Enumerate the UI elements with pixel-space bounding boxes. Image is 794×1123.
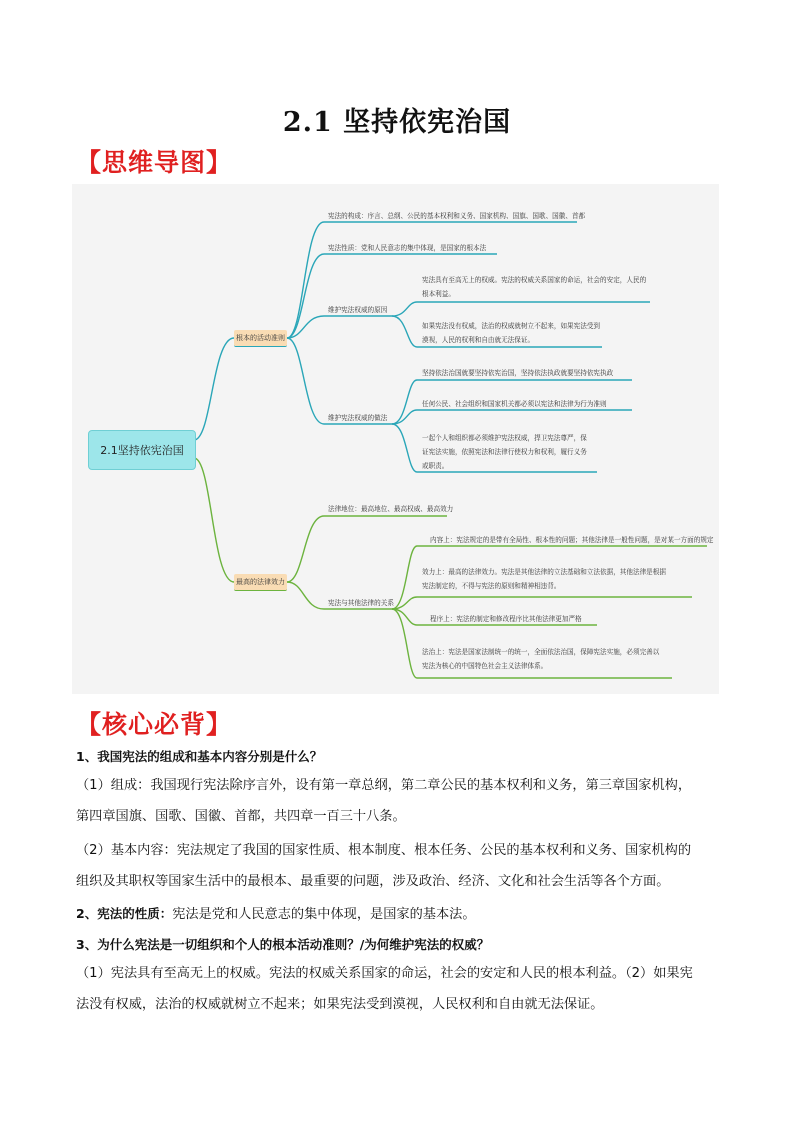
mm-branch1-node: 根本的活动准则 xyxy=(234,330,287,347)
answer-line: （2）基本内容：宪法规定了我国的国家性质、根本制度、根本任务、公民的基本权利和义务、国家机构的 xyxy=(76,843,692,858)
mm-effect-b: 宪法制定的，不得与宪法的原则和精神相违背。 xyxy=(422,582,561,590)
mm-rule-a: 法治上：宪法是国家法制统一的统一，全面依法治国，保障宪法实施，必须完善以 xyxy=(422,648,660,656)
answer-line: 组织及其职权等国家生活中的最根本、最重要的问题，涉及政治、经济、文化和社会生活等各个方面。 xyxy=(76,874,670,889)
answer-line: 第四章国旗、国歌、国徽、首都，共四章一百三十八条。 xyxy=(76,809,406,824)
connector-root-branch1 xyxy=(194,338,234,440)
mm-effect-a: 效力上：最高的法律效力。宪法是其他法律的立法基础和立法依据，其他法律是根据 xyxy=(422,568,666,576)
mm-procedure: 程序上：宪法的制定和修改程序比其他法律更加严格 xyxy=(430,615,582,623)
mm-method3-a: 一起个人和组织都必须维护宪法权威，捍卫宪法尊严，保 xyxy=(422,434,587,442)
mm-method3-c: 或职责。 xyxy=(422,462,449,470)
mm-reason2-b: 漠视，人民的权利和自由就无法保证。 xyxy=(422,336,535,344)
question-2-label: 2、宪法的性质： xyxy=(76,906,173,921)
mm-relation-label: 宪法与其他法律的关系 xyxy=(328,599,394,607)
core-heading: 【核心必背】 xyxy=(76,710,233,739)
answer-line: （1）组成：我国现行宪法除序言外，设有第一章总纲，第二章公民的基本权利和义务，第三章国家机构， xyxy=(76,778,692,793)
question-2-text: 宪法是党和人民意志的集中体现，是国家的基本法。 xyxy=(172,907,476,922)
mindmap-heading: 【思维导图】 xyxy=(76,148,233,177)
connector-root-branch2 xyxy=(194,458,234,582)
mm-status: 法律地位：最高地位、最高权威、最高效力 xyxy=(328,505,454,513)
mind-map xyxy=(72,184,719,694)
mm-branch2-node: 最高的法律效力 xyxy=(234,574,287,591)
mm-reason1-a: 宪法具有至高无上的权威。宪法的权威关系国家的命运，社会的安定，人民的 xyxy=(422,276,647,284)
answer-1-part-2 xyxy=(76,835,726,897)
question-3: 3、为什么宪法是一切组织和个人的根本活动准则？/为何维护宪法的权威？ xyxy=(76,937,490,952)
mm-composition: 宪法的构成：序言、总纲、公民的基本权利和义务、国家机构、国旗、国歌、国徽、首都 xyxy=(328,212,586,220)
mm-content: 内容上：宪法规定的是带有全局性、根本性的问题；其他法律是一般性问题，是对某一方面的规定 xyxy=(430,536,714,544)
answer-line: （1）宪法具有至高无上的权威。宪法的权威关系国家的命运，社会的安定和人民的根本利益。（2）如果宪 xyxy=(76,966,693,981)
mm-method3-b: 证宪法实施，依照宪法和法律行使权力和权利，履行义务 xyxy=(422,448,587,456)
answer-1-part-1 xyxy=(76,770,726,832)
mm-reason1-b: 根本利益。 xyxy=(422,290,455,298)
page-title: 2.1 坚持依宪治国 xyxy=(282,107,512,138)
question-1: 1、我国宪法的组成和基本内容分别是什么？ xyxy=(76,749,323,764)
mm-root-node: 2.1坚持依宪治国 xyxy=(88,430,196,470)
answer-line: 法没有权威，法治的权威就树立不起来；如果宪法受到漠视，人民权利和自由就无法保证。 xyxy=(76,997,604,1012)
mm-rule-b: 宪法为核心的中国特色社会主义法律体系。 xyxy=(422,662,548,670)
mm-method1: 坚持依法治国就要坚持依宪治国，坚持依法执政就要坚持依宪执政 xyxy=(422,369,614,377)
mm-reason-label: 维护宪法权威的原因 xyxy=(328,306,388,314)
mm-method-label: 维护宪法权威的做法 xyxy=(328,414,388,422)
question-2 xyxy=(76,898,726,930)
mm-nature: 宪法性质：党和人民意志的集中体现，是国家的根本法 xyxy=(328,244,487,252)
mm-method2: 任何公民、社会组织和国家机关都必须以宪法和法律为行为准则 xyxy=(422,400,607,408)
mm-reason2-a: 如果宪法没有权威，法治的权威就树立不起来，如果宪法受到 xyxy=(422,322,601,330)
answer-3 xyxy=(76,958,726,1020)
